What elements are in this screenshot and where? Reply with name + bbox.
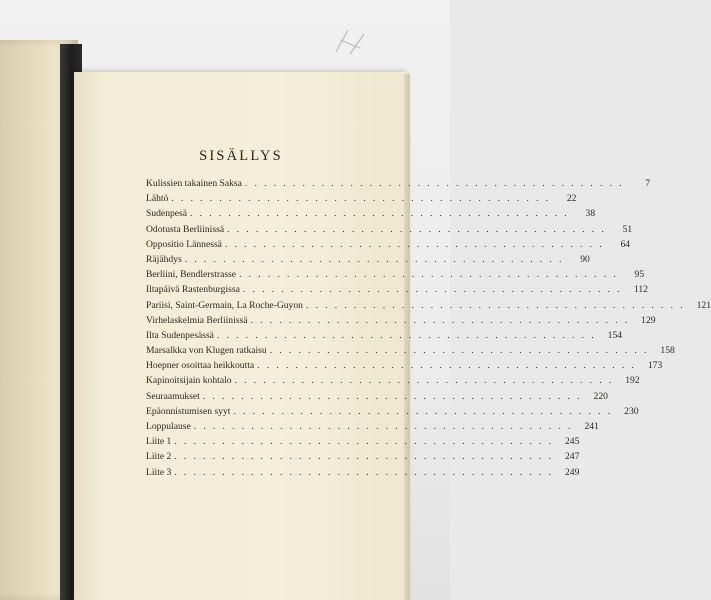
toc-entry-title: Marsalkka von Klugen ratkaisu [146,345,267,357]
toc-entry [146,421,599,436]
toc-entry-title: Iltapäivä Rastenburgissa [146,284,240,296]
page-title: SISÄLLYS [199,148,283,164]
toc-entry [146,451,580,466]
toc-leader-dots: . . . . . . . . . . . . . . . . . . . . . . . . . . . . . . . . . . . . . . . . [234,375,614,387]
toc-entry-title: Virhelaskelmia Berliinissä [146,314,248,326]
table-of-contents [146,178,711,482]
toc-entry-title: Pariisi, Saint-Germain, La Roche-Guyon [146,299,303,311]
toc-entry-title: Epäonnistumisen syyt [146,405,231,417]
toc-entry [146,284,648,299]
toc-entry [146,223,633,239]
toc-entry-page: 38 [585,208,596,220]
toc-entry [146,329,623,345]
toc-entry-title: Liite 3 [146,466,172,478]
toc-entry [146,193,577,208]
toc-leader-dots: . . . . . . . . . . . . . . . . . . . . . . . . . . . . . . . . . . . . . . . . [190,208,570,220]
toc-entry [146,360,663,375]
toc-leader-dots: . . . . . . . . . . . . . . . . . . . . . . . . . . . . . . . . . . . . . . . . [184,253,564,265]
toc-entry-title: Kulissien takainen Saksa [146,178,242,189]
toc-entry-title: Sudenpesä [146,208,188,220]
toc-entry-page: 230 [624,405,639,417]
toc-leader-dots: . . . . . . . . . . . . . . . . . . . . . . . . . . . . . . . . . . . . . . . . [224,238,605,250]
toc-entry-page: 112 [633,284,648,296]
toc-entry-title: Lähtö [146,193,169,205]
toc-entry [146,269,645,284]
toc-leader-dots: . . . . . . . . . . . . . . . . . . . . . . . . . . . . . . . . . . . . . . . . [305,299,686,311]
toc-entry-page: 22 [566,193,577,205]
toc-entry-title: Kapinoitsijain kohtalo [146,375,232,387]
toc-leader-dots: . . . . . . . . . . . . . . . . . . . . . . . . . . . . . . . . . . . . . . . . [216,329,597,341]
toc-entry [146,299,711,315]
toc-leader-dots: . . . . . . . . . . . . . . . . . . . . . . . . . . . . . . . . . . . . . . . . [174,451,554,463]
toc-leader-dots: . . . . . . . . . . . . . . . . . . . . . . . . . . . . . . . . . . . . . . . . [227,223,607,235]
toc-entry-page: 64 [620,238,631,250]
toc-entry-page: 220 [593,390,608,402]
toc-leader-dots: . . . . . . . . . . . . . . . . . . . . . . . . . . . . . . . . . . . . . . . . [239,269,619,281]
toc-entry [146,405,639,421]
toc-entry [146,375,640,390]
toc-entry-page: 173 [647,360,663,372]
toc-leader-dots: . . . . . . . . . . . . . . . . . . . . . . . . . . . . . . . . . . . . . . . . [257,360,637,372]
toc-entry-page: 121 [696,299,711,311]
toc-entry-page: 7 [645,178,650,189]
toc-leader-dots: . . . . . . . . . . . . . . . . . . . . . . . . . . . . . . . . . . . . . . . . [244,178,624,189]
toc-entry [146,178,650,193]
toc-entry-title: Hoepner osoittaa heikkoutta [146,360,255,372]
toc-entry-title: Räjähdys [146,253,182,265]
toc-entry [146,345,675,360]
toc-entry-title: Ilta Sudenpesässä [146,329,214,341]
toc-entry [146,238,631,254]
toc-entry-page: 241 [584,421,599,432]
toc-leader-dots: . . . . . . . . . . . . . . . . . . . . . . . . . . . . . . . . . . . . . . . . [171,193,551,205]
toc-entry-title: Berliini, Bendlerstrasse [146,269,237,281]
toc-leader-dots: . . . . . . . . . . . . . . . . . . . . . . . . . . . . . . . . . . . . . . . . [233,405,613,417]
toc-entry-page: 154 [607,329,623,341]
toc-leader-dots: . . . . . . . . . . . . . . . . . . . . . . . . . . . . . . . . . . . . . . . . [250,314,630,326]
toc-entry [146,466,580,482]
toc-leader-dots: . . . . . . . . . . . . . . . . . . . . . . . . . . . . . . . . . . . . . . . . [242,284,622,296]
toc-entry-page: 51 [622,223,633,235]
toc-entry-page: 192 [625,375,640,387]
toc-entry [146,253,590,269]
toc-entry [146,208,596,223]
toc-leader-dots: . . . . . . . . . . . . . . . . . . . . . . . . . . . . . . . . . . . . . . . . [174,466,554,478]
toc-entry-page: 158 [660,345,675,357]
toc-entry [146,436,580,451]
pen-mark-icon [330,22,370,62]
toc-leader-dots: . . . . . . . . . . . . . . . . . . . . . . . . . . . . . . . . . . . . . . . . [202,390,582,402]
toc-leader-dots: . . . . . . . . . . . . . . . . . . . . . . . . . . . . . . . . . . . . . . . . [193,421,573,432]
toc-entry-title: Loppulause [146,421,191,432]
toc-leader-dots: . . . . . . . . . . . . . . . . . . . . . . . . . . . . . . . . . . . . . . . . [269,345,649,357]
toc-entry-title: Seuraamukset [146,390,200,402]
toc-entry-page: 129 [641,314,656,326]
toc-entry-page: 247 [565,451,580,463]
toc-entry-title: Liite 1 [146,436,172,448]
toc-entry-title: Liite 2 [146,451,172,463]
toc-entry [146,314,656,330]
toc-entry-page: 95 [634,269,645,281]
toc-entry-title: Oppositio Lännessä [146,238,222,250]
toc-entry-page: 245 [565,436,580,448]
toc-entry-title: Odotusta Berliinissä [146,223,225,235]
toc-entry-page: 90 [580,253,590,265]
toc-entry [146,390,608,406]
toc-leader-dots: . . . . . . . . . . . . . . . . . . . . . . . . . . . . . . . . . . . . . . . . [174,436,554,448]
toc-entry-page: 249 [565,466,580,478]
